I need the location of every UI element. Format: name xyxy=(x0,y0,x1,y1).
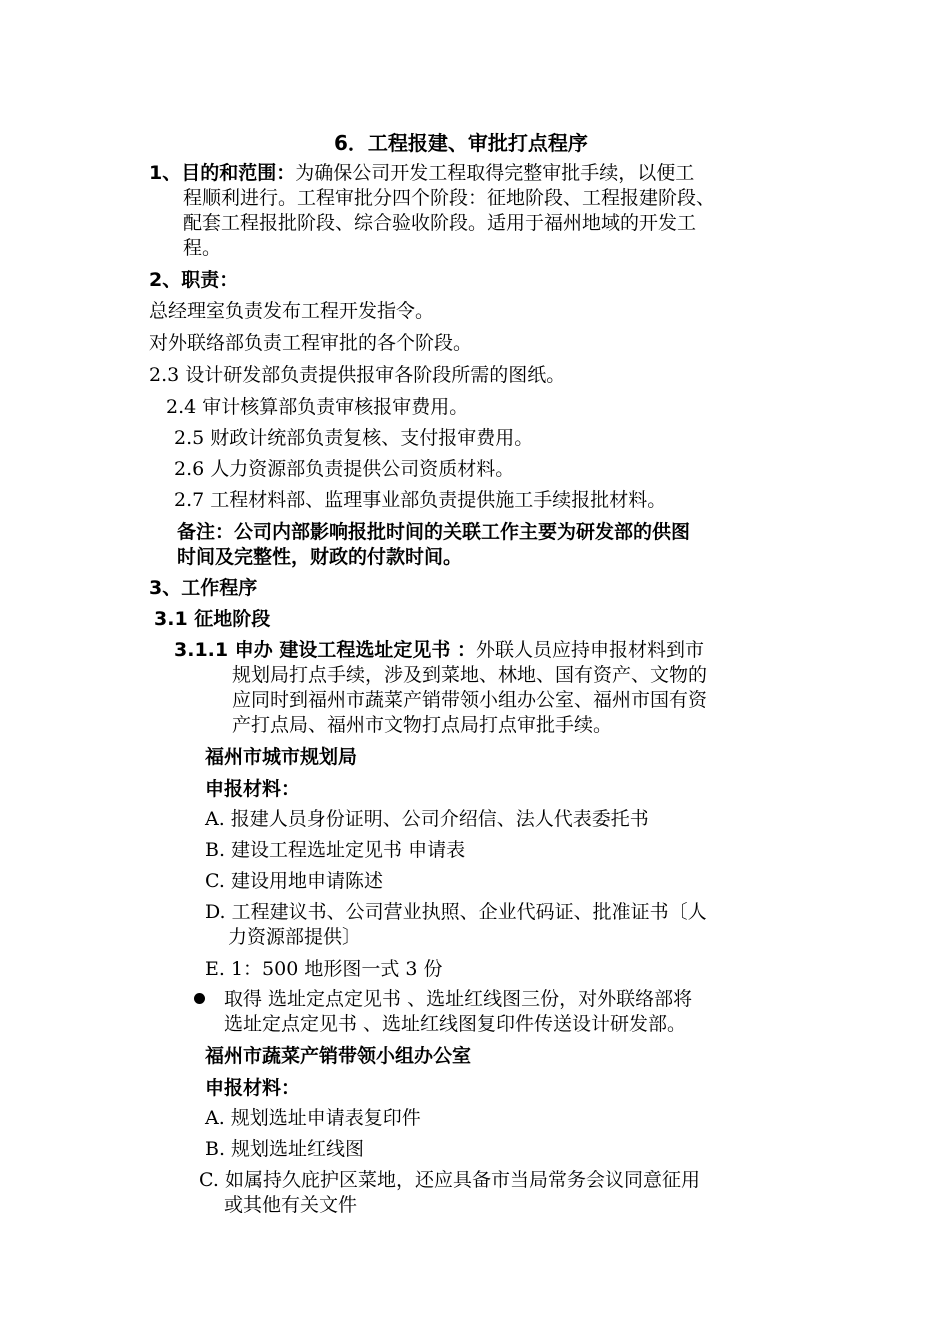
section1-line3: 配套工程报批阶段、综合验收阶段。适用于福州地域的开发工 xyxy=(183,212,697,234)
material-item-continued: 力资源部提供〕 xyxy=(228,926,362,948)
bullet-line1: 取得 选址定点定见书 、选址红线图三份，对外联络部将 xyxy=(224,988,693,1010)
material-item: B. 建设工程选址定见书 申请表 xyxy=(205,839,466,861)
org-title: 福州市城市规划局 xyxy=(205,746,358,768)
note-line1: 备注：公司内部影响报批时间的关联工作主要为研发部的供图 xyxy=(177,521,691,543)
duty-item: 2.5 财政计统部负责复核、支付报审费用。 xyxy=(174,427,534,449)
duty-item: 2.3 设计研发部负责提供报审各阶段所需的图纸。 xyxy=(149,364,566,386)
item-3-1-1-line2: 规划局打点手续，涉及到菜地、林地、国有资产、文物的 xyxy=(232,664,708,686)
material-item-continued: 或其他有关文件 xyxy=(224,1194,358,1216)
bullet-line2: 选址定点定见书 、选址红线图复印件传送设计研发部。 xyxy=(224,1013,687,1035)
item-3-1-1-line4: 产打点局、福州市文物打点局打点审批手续。 xyxy=(232,714,613,736)
section1-label: 1、目的和范围： xyxy=(149,162,296,184)
material-item: C. 如属持久庇护区菜地，还应具备市当局常务会议同意征用 xyxy=(199,1169,700,1191)
section1-line1 xyxy=(149,161,694,185)
org-title: 福州市蔬菜产销带领小组办公室 xyxy=(205,1045,472,1067)
duty-item: 2.4 审计核算部负责审核报审费用。 xyxy=(166,396,469,418)
material-item: A. 规划选址申请表复印件 xyxy=(205,1107,421,1129)
duty-item: 2.6 人力资源部负责提供公司资质材料。 xyxy=(174,458,515,480)
item-3-1-1-line1 xyxy=(174,638,704,662)
bullet-icon xyxy=(194,993,205,1004)
material-item: B. 规划选址红线图 xyxy=(205,1138,365,1160)
material-item: A. 报建人员身份证明、公司介绍信、法人代表委托书 xyxy=(205,808,649,830)
duty-item: 总经理室负责发布工程开发指令。 xyxy=(149,300,435,322)
duty-item: 对外联络部负责工程审批的各个阶段。 xyxy=(149,332,473,354)
subsection-title: 3.1 征地阶段 xyxy=(154,608,271,630)
section1-text: 为确保公司开发工程取得完整审批手续，以便工 xyxy=(295,162,695,184)
section3-label: 3、工作程序 xyxy=(149,577,258,599)
section1-line2: 程顺利进行。工程审批分四个阶段：征地阶段、工程报建阶段、 xyxy=(183,187,716,209)
materials-label: 申报材料： xyxy=(205,1077,301,1099)
item-3-1-1-label: 3.1.1 申办 建设工程选址定见书 ： xyxy=(174,639,476,661)
material-item: E. 1：500 地形图一式 3 份 xyxy=(205,958,443,980)
note-line2: 时间及完整性，财政的付款时间。 xyxy=(177,546,463,568)
material-item: D. 工程建议书、公司营业执照、企业代码证、批准证书〔人 xyxy=(205,901,707,923)
section2-label: 2、职责： xyxy=(149,269,239,291)
material-item: C. 建设用地申请陈述 xyxy=(205,870,383,892)
doc-title: 6．工程报建、审批打点程序 xyxy=(334,131,588,155)
section1-line4: 程。 xyxy=(183,237,222,259)
materials-label: 申报材料： xyxy=(205,778,301,800)
item-3-1-1-text: 外联人员应持申报材料到市 xyxy=(475,639,704,661)
duty-item: 2.7 工程材料部、监理事业部负责提供施工手续报批材料。 xyxy=(174,489,667,511)
item-3-1-1-line3: 应同时到福州市蔬菜产销带领小组办公室、福州市国有资 xyxy=(232,689,708,711)
